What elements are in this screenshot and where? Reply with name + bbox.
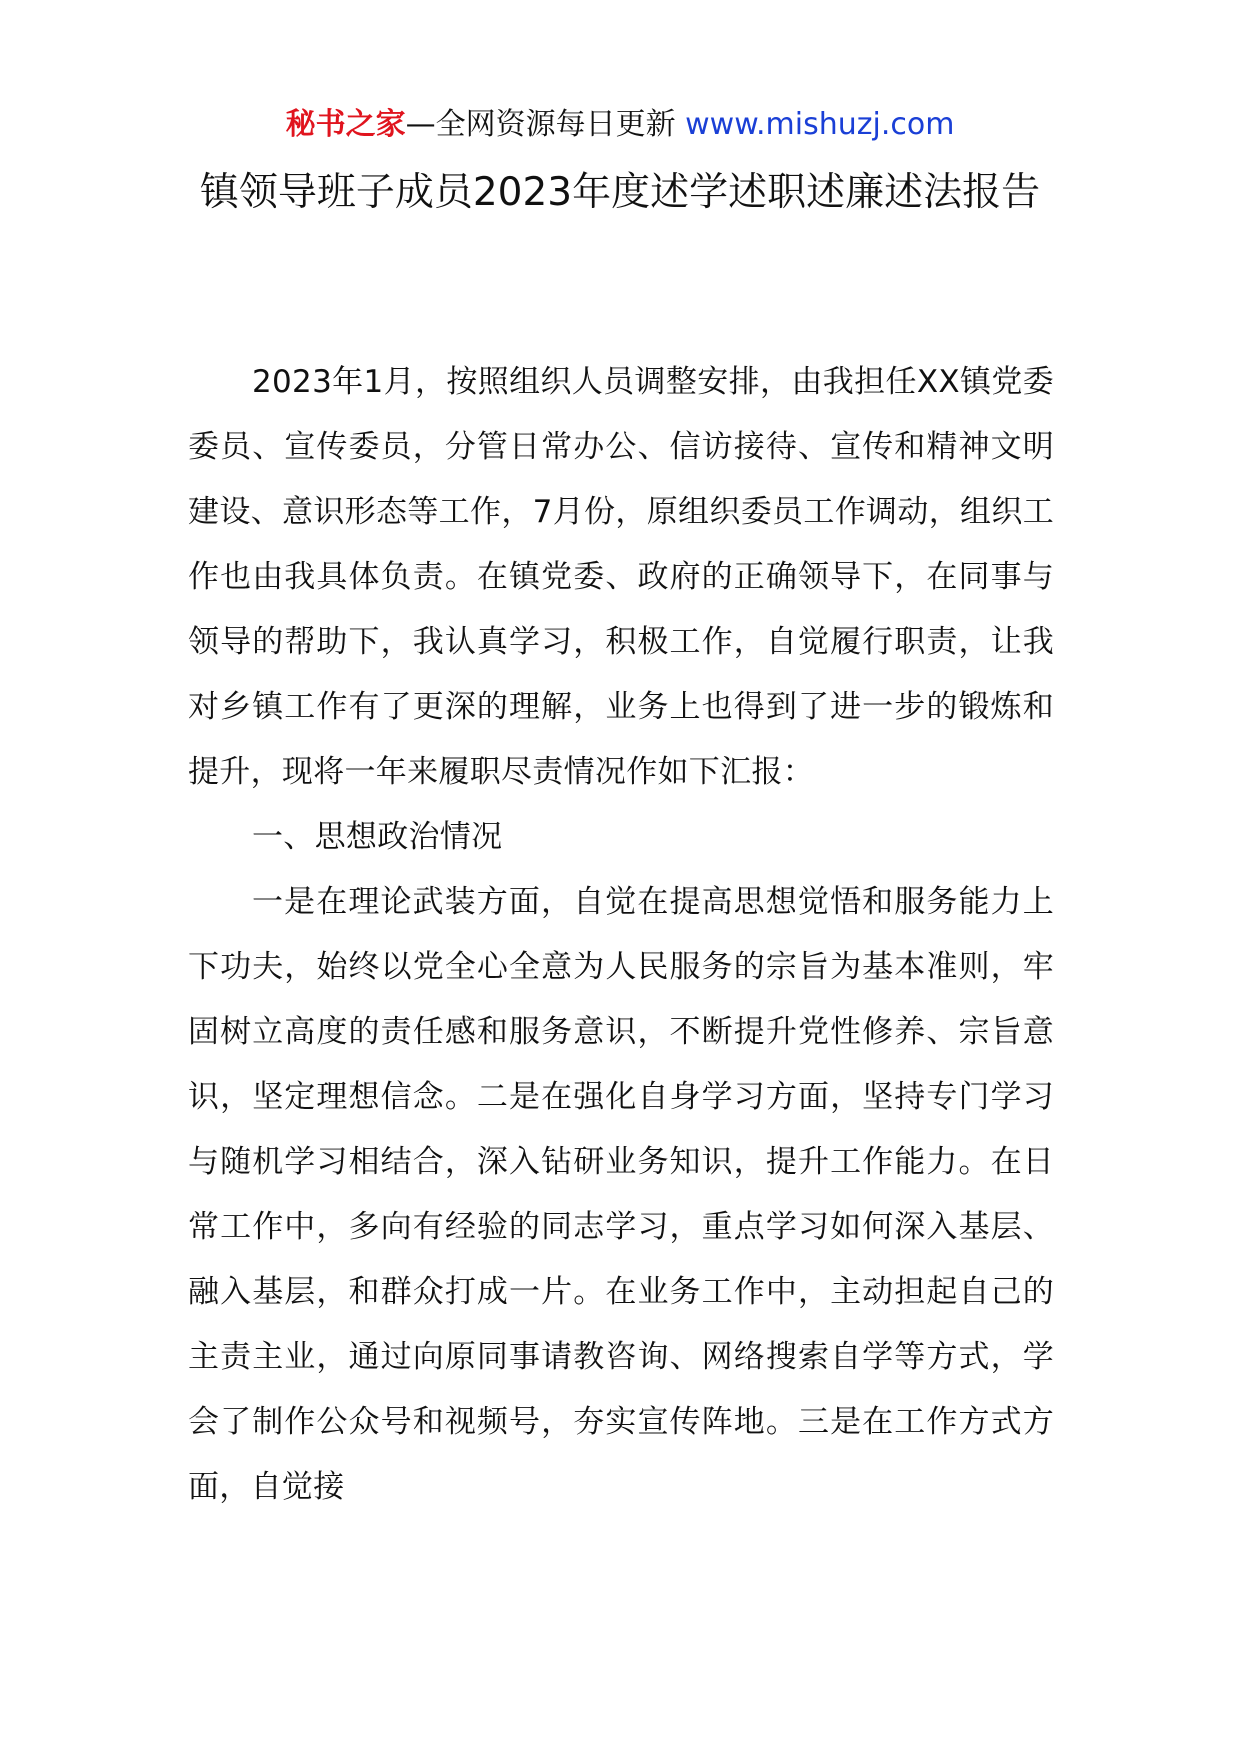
document-body <box>188 350 1054 1520</box>
section-heading: 一、思想政治情况 <box>252 819 503 855</box>
document-title: 镇领导班子成员2023年度述学述职述廉述法报告 <box>199 170 1041 215</box>
body-paragraph: 一是在理论武装方面，自觉在提高思想觉悟和服务能力上下功夫，始终以党全心全意为人民服务的宗旨为基本准则，牢固树立高度的责任感和服务意识，不断提升党性修养、宗旨意识，坚定理想信念。二是在强化自身学习方面，坚持专门学习与随机学习相结合，深入钻研业务知识，提升工作能力。在日常工作中，多向有经验的同志学习，重点学习如何深入基层、融入基层，和群众打成一片。在业务工作中，主动担起自己的主责主业，通过向原同事请教咨询、网络搜索自学等方式，学会了制作公众号和视频号，夯实宣传阵地。三是在工作方式方面，自觉接 <box>188 884 1054 1505</box>
header-tagline: —全网资源每日更新 <box>405 107 676 142</box>
intro-paragraph: 2023年1月，按照组织人员调整安排，由我担任XX镇党委委员、宣传委员，分管日常办公、信访接待、宣传和精神文明建设、意识形态等工作，7月份，原组织委员工作调动，组织工作也由我具体负责。在镇党委、政府的正确领导下，在同事与领导的帮助下，我认真学习，积极工作，自觉履行职责，让我对乡镇工作有了更深的理解，业务上也得到了进一步的锻炼和提升，现将一年来履职尽责情况作如下汇报： <box>188 364 1054 790</box>
brand-name: 秘书之家 <box>285 107 406 142</box>
site-url-link[interactable]: www.mishuzj.com <box>685 107 955 142</box>
site-header <box>0 103 1240 147</box>
